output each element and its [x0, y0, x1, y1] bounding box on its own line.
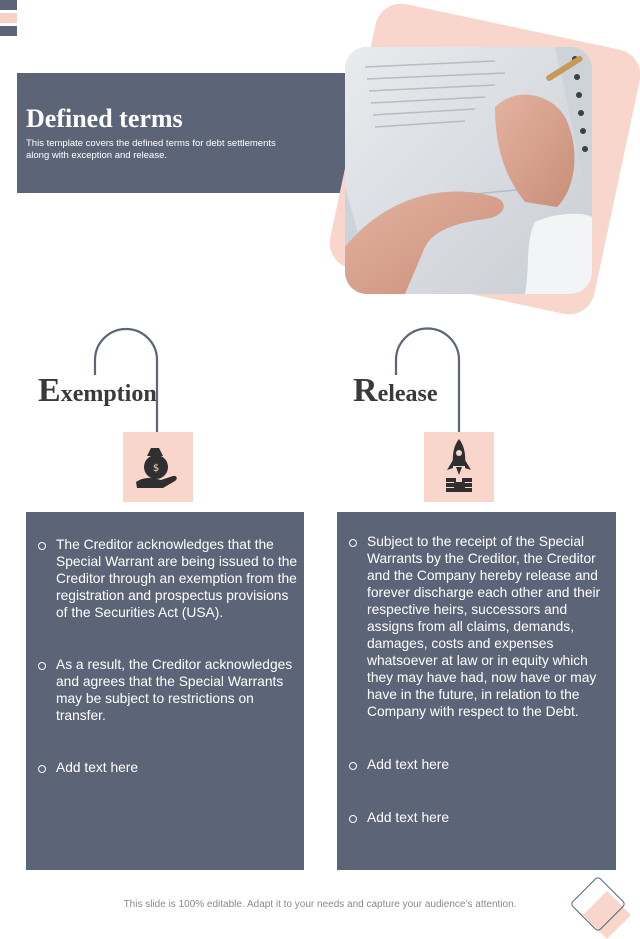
- money-bag-hand-icon: [123, 432, 193, 502]
- rocket-coins-icon: [424, 432, 494, 502]
- page-title: Defined terms: [26, 104, 183, 133]
- exemption-title: Exemption: [38, 372, 157, 409]
- bullet-circle-icon: [38, 662, 46, 670]
- exemption-icon-box: [123, 432, 193, 502]
- list-item: Add text here: [345, 756, 449, 773]
- footer-note: This slide is 100% editable. Adapt it to your needs and capture your audience’s attention.: [123, 899, 517, 910]
- release-connector: [396, 329, 459, 433]
- list-item: Add text here: [34, 759, 138, 776]
- list-item: Subject to the receipt of the Special Warrants by the Creditor, the Creditor and the Company hereby release and forever discharge each other and their respective heirs, successors and assigns from all claims, demands, damages, costs and expenses whatsoever at law or in equity which they may have had, now have or may have in the future, in relation to the Company with respect to the Debt.: [345, 533, 610, 720]
- bullet-circle-icon: [349, 762, 357, 770]
- exemption-panel: [26, 512, 304, 870]
- bullet-circle-icon: [349, 539, 357, 547]
- exemption-connector: [95, 329, 157, 432]
- release-title: Release: [353, 372, 438, 409]
- bullet-circle-icon: [38, 542, 46, 550]
- list-item: The Creditor acknowledges that the Special Warrant are being issued to the Creditor through an exemption from the registration and prospectus provisions of the Securities Act (USA).: [34, 536, 298, 621]
- svg-text:$: $: [152, 463, 160, 474]
- list-item: Add text here: [345, 809, 449, 826]
- bullet-circle-icon: [38, 765, 46, 773]
- list-item: As a result, the Creditor acknowledges and agrees that the Special Warrants may be subject to restrictions on transfer.: [34, 656, 298, 724]
- release-panel: [337, 512, 616, 870]
- bullet-circle-icon: [349, 815, 357, 823]
- release-icon-box: [424, 432, 494, 502]
- page-subtitle: This template covers the defined terms for debt settlements along with exception and release.: [26, 138, 276, 161]
